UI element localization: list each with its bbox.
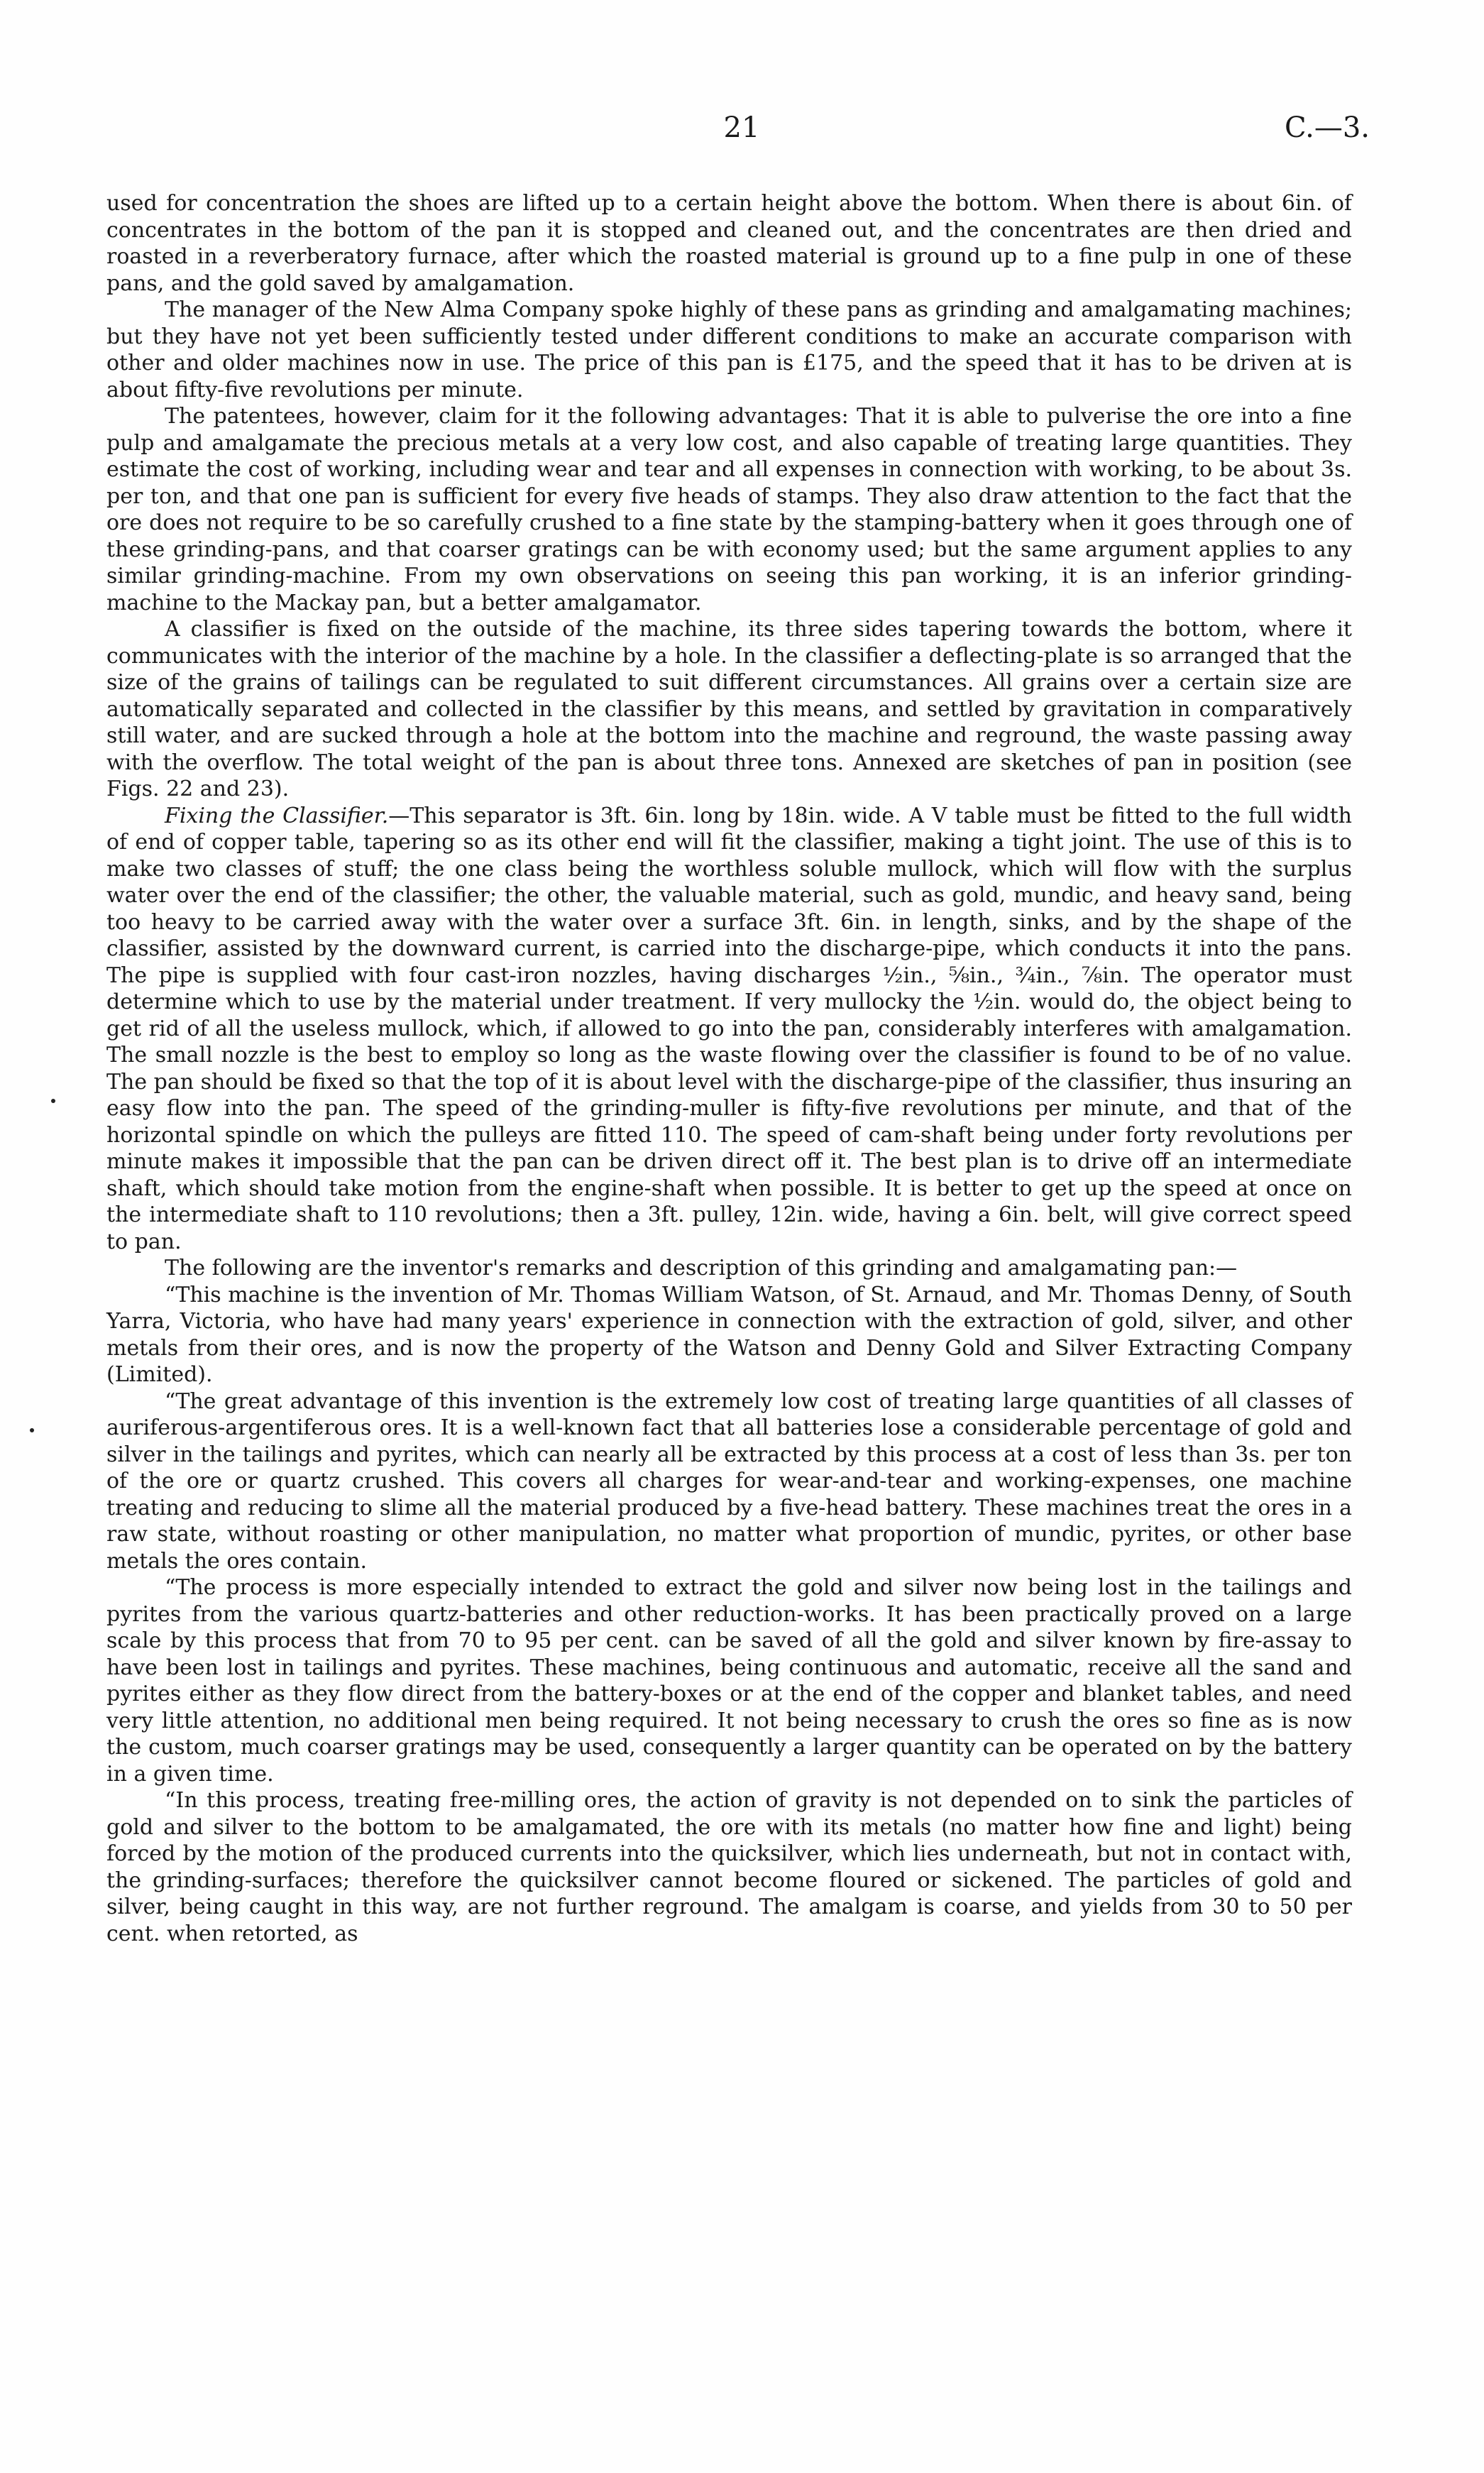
section-heading: Fixing the Classifier.	[165, 803, 389, 828]
page-header	[114, 111, 1370, 156]
paragraph: “In this process, treating free-milling ores, the action of gravity is not depended on to sink the particles of gold and silver to the bottom to be amalgamated, the ore with its metals (no matter how fine and light) being forced by the motion of the produced currents into the quicksilver, which lies underneath, but not in contact with, the grinding-surfaces; therefore the quicksilver cannot become floured or sickened. The particles of gold and silver, being caught in this way, are not further reground. The amalgam is coarse, and yields from 30 to 50 per cent. when retorted, as	[106, 1788, 1352, 1946]
page-number: 21	[723, 111, 760, 144]
paragraph: The patentees, however, claim for it the following advantages: That it is able to pulverise the ore into a fine pulp and amalgamate the precious metals at a very low cost, and also capable of treating large quantities. They estimate the cost of working, including wear and tear and all expenses in connection with working, to be about 3s. per ton, and that one pan is sufficient for every five heads of stamps. They also draw attention to the fact that the ore does not require to be so carefully crushed to a fine state by the stamping-battery when it goes through one of these grinding-pans, and that coarser gratings can be with economy used; but the same argument applies to any similar grinding-machine. From my own observations on seeing this pan working, it is an inferior grinding-machine to the Mackay pan, but a better amalgamator.	[106, 404, 1352, 615]
paragraph: “The process is more especially intended to extract the gold and silver now being lost in the tailings and pyrites from the various quartz-batteries and other reduction-works. It has been practically proved on a large scale by this process that from 70 to 95 per cent. can be saved of all the gold and silver known by fire-assay to have been lost in tailings and pyrites. These machines, being continuous and automatic, receive all the sand and pyrites either as they flow direct from the battery-boxes or at the end of the copper and blanket tables, and need very little attention, no additional men being required. It not being necessary to crush the ores so fine as is now the custom, much coarser gratings may be used, consequently a larger quantity can be operated on by the battery in a given time.	[106, 1575, 1352, 1787]
body-text	[106, 190, 1352, 1947]
paragraph-text: This separator is 3ft. 6in. long by 18in. wide. A V table must be fitted to the full width of end of copper table, tapering so as its other end will fit the classifier, making a tight joint. The use of this is to make two classes of stuff; the one class being the worthless soluble mullock, which will flow with the surplus water over the end of the classifier; the other, the valuable material, such as gold, mundic, and heavy sand, being too heavy to be carried away with the water over a surface 3ft. 6in. in length, sinks, and by the shape of the classifier, assisted by the downward current, is carried into the discharge-pipe, which conducts it into the pans. The pipe is supplied with four cast-iron nozzles, having discharges ½in., ⅝in., ¾in., ⅞in. The operator must determine which to use by the material under treatment. If very mullocky the ½in. would do, the object being to get rid of all the useless mullock, which, if allowed to go into the pan, considerably interferes with amalgamation. The small nozzle is the best to employ so long as the waste flowing over the classifier is found to be of no value. The pan should be fixed so that the top of it is about level with the discharge-pipe of the classifier, thus insuring an easy flow into the pan. The speed of the grinding-muller is fifty-five revolutions per minute, and that of the horizontal spindle on which the pulleys are fitted 110. The speed of cam-shaft being under forty revolutions per minute makes it impossible that the pan can be driven direct off it. The best plan is to drive off an intermediate shaft, which should take motion from the engine-shaft when possible. It is better to get up the speed at once on the intermediate shaft to 110 revolutions; then a 3ft. pulley, 12in. wide, having a 6in. belt, will give correct speed to pan.	[106, 803, 1352, 1254]
paragraph-fixing-classifier: Fixing the Classifier.—This separator is 3ft. 6in. long by 18in. wide. A V table must be fitted to the full width of end of copper table, tapering so as its other end will fit the classifier, making a tight joint. The use of this is to make two classes of stuff; the one class being the worthless soluble mullock, which will flow with the surplus water over the end of the classifier; the other, the valuable material, such as gold, mundic, and heavy sand, being too heavy to be carried away with the water over a surface 3ft. 6in. in length, sinks, and by the shape of the classifier, assisted by the downward current, is carried into the discharge-pipe, which conducts it into the pans. The pipe is supplied with four cast-iron nozzles, having discharges ½in., ⅝in., ¾in., ⅞in. The operator must determine which to use by the material under treatment. If very mullocky the ½in. would do, the object being to get rid of all the useless mullock, which, if allowed to go into the pan, considerably interferes with amalgamation. The small nozzle is the best to employ so long as the waste flowing over the classifier is found to be of no value. The pan should be fixed so that the top of it is about level with the discharge-pipe of the classifier, thus insuring an easy flow into the pan. The speed of the grinding-muller is fifty-five revolutions per minute, and that of the horizontal spindle on which the pulleys are fitted 110. The speed of cam-shaft being under forty revolutions per minute makes it impossible that the pan can be driven direct off it. The best plan is to drive off an intermediate shaft, which should take motion from the engine-shaft when possible. It is better to get up the speed at once on the intermediate shaft to 110 revolutions; then a 3ft. pulley, 12in. wide, having a 6in. belt, will give correct speed to pan.	[106, 803, 1352, 1254]
paragraph: “The great advantage of this invention is the extremely low cost of treating large quantities of all classes of auriferous-argentiferous ores. It is a well-known fact that all batteries lose a considerable percentage of gold and silver in the tailings and pyrites, which can nearly all be extracted by this process at a cost of less than 3s. per ton of the ore or quartz crushed. This covers all charges for wear-and-tear and working-expenses, one machine treating and reducing to slime all the material produced by a five-head battery. These machines treat the ores in a raw state, without roasting or other manipulation, no matter what proportion of mundic, pyrites, or other base metals the ores contain.	[106, 1388, 1352, 1574]
paragraph: The following are the inventor's remarks and description of this grinding and amalgamating pan:—	[165, 1256, 1238, 1281]
paragraph: used for concentration the shoes are lifted up to a certain height above the bottom. When there is about 6in. of concentrates in the bottom of the pan it is stopped and cleaned out, and the concentrates are then dried and roasted in a reverberatory furnace, after which the roasted material is ground up to a fine pulp in one of these pans, and the gold saved by amalgamation.	[106, 191, 1352, 296]
paragraph: A classifier is fixed on the outside of the machine, its three sides tapering towards the bottom, where it communicates with the interior of the machine by a hole. In the classifier a deflecting-plate is so arranged that the size of the grains of tailings can be regulated to suit different circumstances. All grains over a certain size are automatically separated and collected in the classifier by this means, and settled by gravitation in comparatively still water, and are sucked through a hole at the bottom into the machine and reground, the waste passing away with the overflow. The total weight of the pan is about three tons. Annexed are sketches of pan in position (see Figs. 22 and 23).	[106, 617, 1352, 801]
margin-mark	[51, 1099, 55, 1103]
paragraph: The manager of the New Alma Company spoke highly of these pans as grinding and amalgamating machines; but they have not yet been sufficiently tested under different conditions to make an accurate comparison with other and older machines now in use. The price of this pan is £175, and the speed that it has to be driven at is about fifty-five revolutions per minute.	[106, 297, 1352, 402]
document-reference: C.—3.	[1284, 111, 1370, 144]
margin-mark	[30, 1428, 34, 1432]
paragraph: “This machine is the invention of Mr. Thomas William Watson, of St. Arnaud, and Mr. Thomas Denny, of South Yarra, Victoria, who have had many years' experience in connection with the extraction of gold, silver, and other metals from their ores, and is now the property of the Watson and Denny Gold and Silver Extracting Company (Limited).	[106, 1282, 1352, 1387]
